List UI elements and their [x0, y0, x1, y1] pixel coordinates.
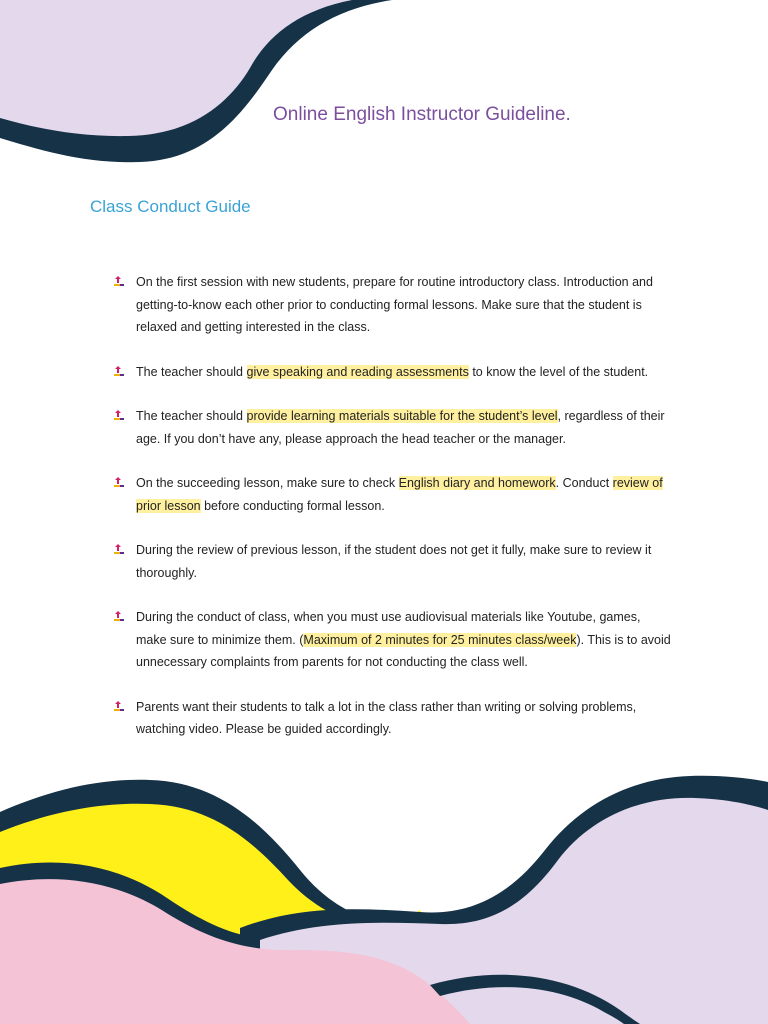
guideline-item	[113, 606, 673, 674]
bullet-text: to know the level of the student.	[468, 364, 649, 379]
bullet-text: On the succeeding lesson, make sure to check	[136, 476, 399, 490]
guideline-item	[113, 271, 673, 339]
guideline-item	[113, 696, 673, 741]
bullet-text: before conducting formal lesson.	[200, 498, 385, 513]
top-wave-decoration	[0, 0, 768, 170]
highlighted-text: review of prior lesson	[136, 476, 663, 513]
bottom-wave-decoration	[0, 760, 768, 1024]
bullet-text: On the first session with new students, prepare for routine introductory class. Introduction and getting-to-know each other prior to conducting formal lessons. Make sure that the student is relaxed and getting interested in the class.	[136, 275, 653, 334]
bullet-text: Parents want their students to talk a lot in the class rather than writing or solving problems, watching video. Please be guided accordingly.	[136, 699, 637, 736]
bullet-text: , regardless of their age. If you don’t have any, please approach the head teacher or the manager.	[136, 409, 665, 446]
arrow-bullet-icon	[113, 477, 125, 489]
bullet-text: ). This is to avoid unnecessary complaints from parents for not conducting the class well.	[136, 632, 671, 669]
arrow-bullet-icon	[113, 366, 125, 378]
guideline-item	[113, 539, 673, 584]
guideline-list	[113, 271, 673, 763]
arrow-bullet-icon	[113, 611, 125, 623]
arrow-bullet-icon	[113, 410, 125, 422]
bullet-text: The teacher should	[136, 409, 247, 423]
arrow-bullet-icon	[113, 701, 125, 713]
arrow-bullet-icon	[113, 544, 125, 556]
bullet-text: During the conduct of class, when you must use audiovisual materials like Youtube, games, make sure to minimize them. (	[136, 610, 641, 647]
highlighted-text: Maximum of 2 minutes for 25 minutes class/week	[303, 632, 577, 647]
highlighted-text: English diary and homework	[398, 476, 556, 490]
highlighted-text: give speaking and reading assessments	[246, 364, 469, 379]
document-title: Online English Instructor Guideline.	[273, 104, 571, 125]
section-title: Class Conduct Guide	[90, 197, 251, 216]
bullet-text: During the review of previous lesson, if the student does not get it fully, make sure to review it thoroughly.	[136, 543, 652, 580]
bullet-text: . Conduct	[555, 476, 613, 490]
guideline-item	[113, 361, 673, 384]
guideline-item	[113, 405, 673, 450]
arrow-bullet-icon	[113, 276, 125, 288]
guideline-item	[113, 472, 673, 517]
highlighted-text: provide learning materials suitable for the student’s level	[246, 409, 558, 423]
bullet-text: The teacher should	[136, 364, 247, 379]
